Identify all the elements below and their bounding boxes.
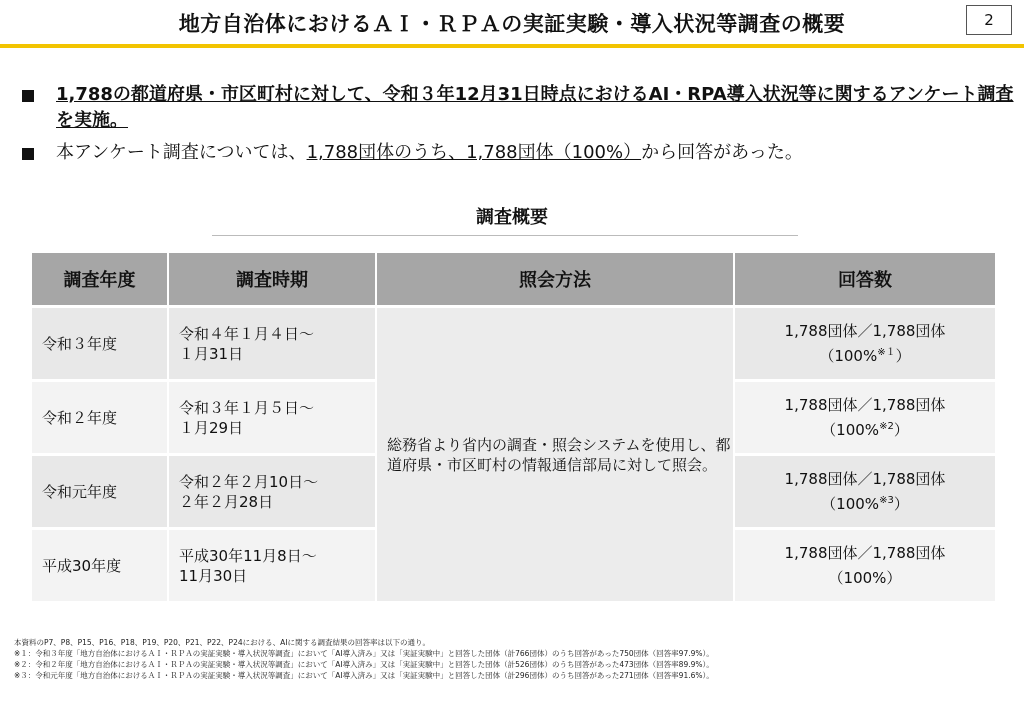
cell-period <box>169 308 377 382</box>
count-value: 1,788団体／1,788団体 <box>784 543 946 562</box>
header-method: 照会方法 <box>377 253 735 308</box>
header-count: 回答数 <box>735 253 997 308</box>
cell-year: 令和３年度 <box>32 308 169 382</box>
cell-year: 令和元年度 <box>32 456 169 530</box>
footnote-intro: 本資料のP7、P8、P15、P16、P18、P19、P20、P21、P22、P24における、AIに関する調査結果の回答率は以下の通り。 <box>14 638 430 647</box>
cell-year: 令和２年度 <box>32 382 169 456</box>
cell-count <box>735 308 997 382</box>
bullet-2-post: から回答があった。 <box>641 142 803 163</box>
period-start: 平成30年11月8日～ <box>179 546 317 565</box>
section-rule <box>212 235 798 236</box>
square-bullet-icon <box>22 148 34 160</box>
cell-period <box>169 382 377 456</box>
rate-close: ） <box>893 494 909 513</box>
header <box>0 0 1024 46</box>
period-start: 令和３年１月５日～ <box>179 398 315 417</box>
rate-close: ） <box>893 420 909 439</box>
header-year: 調査年度 <box>32 253 169 308</box>
cell-period <box>169 456 377 530</box>
rate-value: （100%） <box>828 568 902 587</box>
footnote-2: ※２：令和２年度「地方自治体におけるＡＩ・ＲＰＡの実証実験・導入状況等調査」において「AI導入済み」又は「実証実験中」と回答した団体（計526団体）のうち回答があった473団体（回答率89.9%）。 <box>14 660 714 669</box>
survey-table <box>32 253 997 604</box>
cell-year: 平成30年度 <box>32 530 169 604</box>
section-title: 調査概要 <box>476 207 548 228</box>
footnote-3: ※３：令和元年度「地方自治体におけるＡＩ・ＲＰＡの実証実験・導入状況等調査」において「AI導入済み」又は「実証実験中」と回答した団体（計296団体）のうち回答があった271団体（回答率91.6%）。 <box>14 671 714 680</box>
count-value: 1,788団体／1,788団体 <box>784 469 946 488</box>
count-value: 1,788団体／1,788団体 <box>784 395 946 414</box>
page-number: 2 <box>966 5 1012 35</box>
period-end: １月31日 <box>179 344 244 363</box>
cell-count <box>735 456 997 530</box>
note-mark: ※3 <box>879 494 894 506</box>
footnotes <box>14 637 1014 681</box>
period-start: 令和４年１月４日～ <box>179 324 315 343</box>
cell-count <box>735 382 997 456</box>
cell-method: 総務省より省内の調査・照会システムを使用し、都道府県・市区町村の情報通信部局に対して照会。 <box>377 308 735 604</box>
note-mark: ※１ <box>877 346 896 358</box>
rate-value: （100% <box>821 420 880 439</box>
period-end: ２年２月28日 <box>179 492 274 511</box>
bullet-2-pre: 本アンケート調査については、 <box>56 142 307 163</box>
note-mark: ※2 <box>879 420 894 432</box>
title-rule <box>0 44 1024 48</box>
header-period: 調査時期 <box>169 253 377 308</box>
cell-count <box>735 530 997 604</box>
period-end: 11月30日 <box>179 566 248 585</box>
rate-close: ） <box>895 346 911 365</box>
table-header-row <box>32 253 997 308</box>
page-title: 地方自治体におけるＡＩ・ＲＰＡの実証実験・導入状況等調査の概要 <box>178 12 846 36</box>
bullet-2-underlined: 1,788団体のうち、1,788団体（100%） <box>306 142 642 163</box>
count-value: 1,788団体／1,788団体 <box>784 321 946 340</box>
period-start: 令和２年２月10日～ <box>179 472 319 491</box>
rate-value: （100% <box>819 346 878 365</box>
period-end: １月29日 <box>179 418 244 437</box>
square-bullet-icon <box>22 90 34 102</box>
rate-value: （100% <box>821 494 880 513</box>
table-row <box>32 308 997 382</box>
cell-period <box>169 530 377 604</box>
bullet-1-text: 1,788の都道府県・市区町村に対して、令和３年12月31日時点におけるAI・RPA導入状況等に関するアンケート調査を実施。 <box>56 84 1014 131</box>
footnote-1: ※１：令和３年度「地方自治体におけるＡＩ・ＲＰＡの実証実験・導入状況等調査」において「AI導入済み」又は「実証実験中」と回答した団体（計766団体）のうち回答があった750団体（回答率97.9%）。 <box>14 649 714 658</box>
bullet-2-text <box>56 140 1016 166</box>
